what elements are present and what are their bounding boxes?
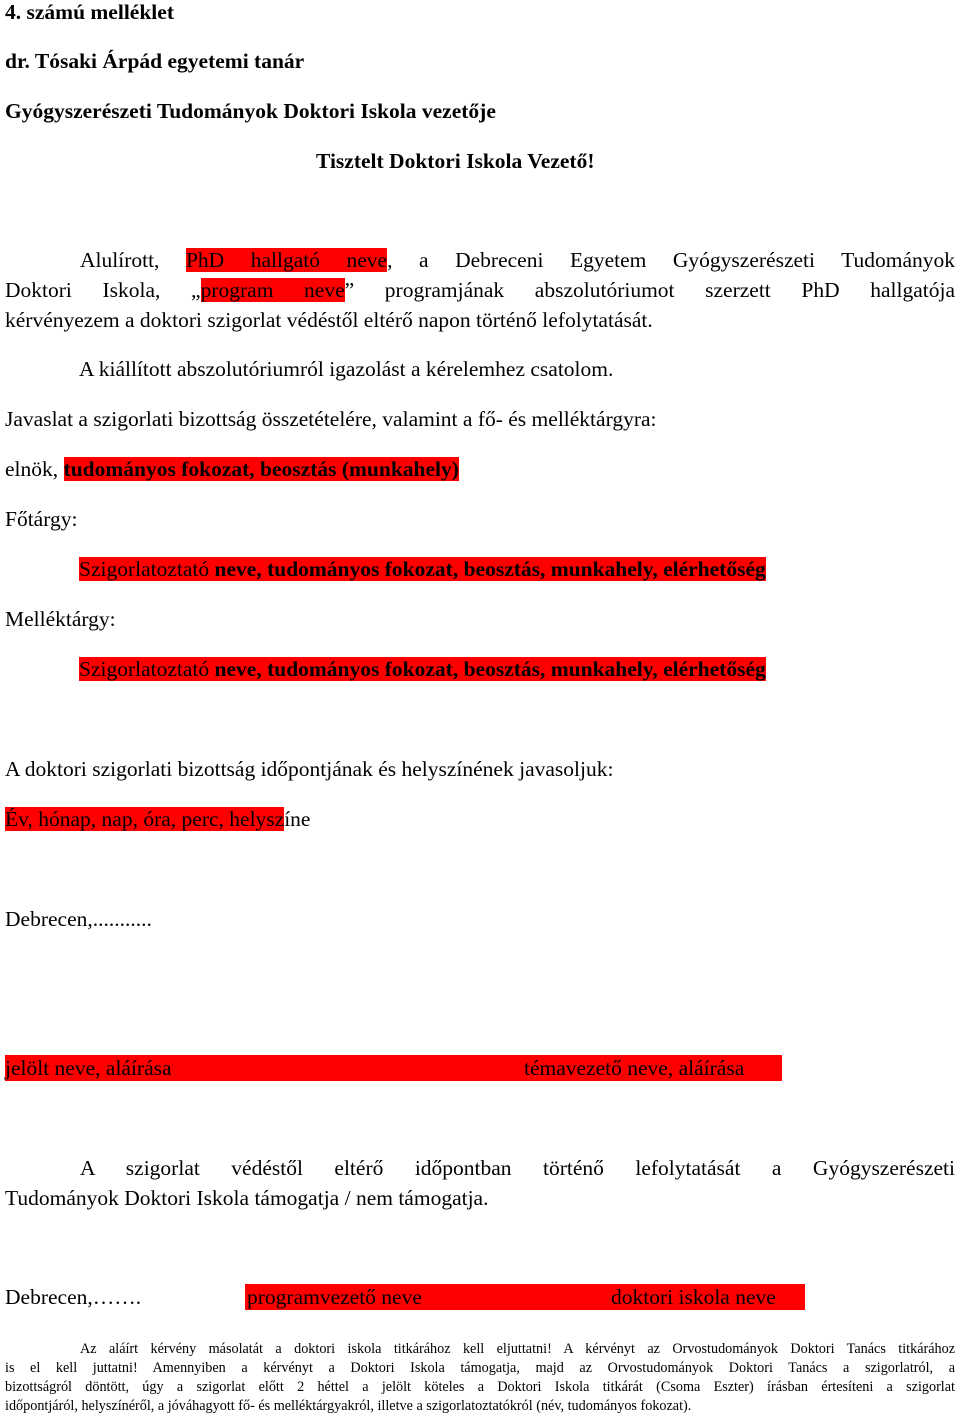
annex-label: 4. számú melléklet <box>5 0 174 24</box>
request-text: Doktori Iskola, „ <box>5 278 201 302</box>
chair-label: elnök, <box>5 457 64 481</box>
date-field <box>5 806 310 832</box>
recipient-name: dr. Tósaki Árpád egyetemi tanár <box>5 49 305 73</box>
date-value-rest: íne <box>284 807 311 831</box>
examiner-name: Szigorlatoztató <box>79 557 210 581</box>
school-leader-signature: doktori iskola neve <box>611 1285 776 1309</box>
candidate-signature: jelölt neve, aláírása <box>5 1056 172 1080</box>
support-line-2: Tudományok Doktori Iskola támogatja / nem támogatja. <box>5 1186 489 1210</box>
date-value: Év, hónap, nap, óra, perc, helysz <box>5 807 285 831</box>
request-text: , a Debreceni Egyetem Gyógyszerészeti Tudományok <box>387 248 956 272</box>
request-line-3: kérvényezem a doktori szigorlat védéstől eltérő napon történő lefolytatását. <box>5 308 653 332</box>
attachment-note: A kiállított abszolutóriumról igazolást a kérelemhez csatolom. <box>79 357 614 381</box>
request-text: ” programjának abszolutóriumot szerzett PhD hallgatója <box>344 278 956 302</box>
supervisor-signature: témavezető neve, aláírása <box>524 1056 745 1080</box>
examiner-details: neve, tudományos fokozat, beosztás, munkahely, elérhetőség <box>209 657 766 681</box>
request-line-1 <box>5 247 955 273</box>
request-line-2 <box>5 277 955 303</box>
main-subject-label: Főtárgy: <box>5 507 78 531</box>
support-line-1 <box>5 1155 955 1181</box>
request-text: Alulírott, <box>80 248 186 272</box>
chair-line <box>5 456 459 482</box>
chair-field: tudományos fokozat, beosztás (munkahely) <box>63 457 459 481</box>
footer-line-1: Az aláírt kérvény másolatát a doktori iskola titkárához kell eljuttatni! A kérvényt az Orvostudományok Doktori Tanács titkárához <box>80 1341 955 1357</box>
minor-subject-label: Melléktárgy: <box>5 607 116 631</box>
footer-line-4: időpontjáról, helyszínéről, a jóváhagyott fő- és melléktárgyakról, illetve a szigorlatoztatókról (név, tudományos fokozat). <box>5 1398 692 1414</box>
place-date-2: Debrecen,……. <box>5 1285 142 1309</box>
footer-line-2: is el kell juttatni! Amennyiben a kérvényt a Doktori Iskola támogatja, majd az Orvostudományok Doktori Tanács a szigorlatról, a <box>5 1360 955 1376</box>
salutation: Tisztelt Doktori Iskola Vezető! <box>316 149 595 173</box>
recipient-title: Gyógyszerészeti Tudományok Doktori Iskola vezetője <box>5 99 496 123</box>
place-date: Debrecen,........... <box>5 907 152 931</box>
support-text: A szigorlat védéstől eltérő időpontban történő lefolytatását a Gyógyszerészeti <box>80 1156 955 1180</box>
examiner-name: Szigorlatoztató <box>79 657 210 681</box>
main-examiner-field <box>79 556 766 582</box>
program-name-field: program neve <box>200 278 345 302</box>
footer-line-3: bizottságról döntött, úgy a szigorlat előtt 2 héttel a jelölt köteles a Doktori Iskola titkárát (Csoma Eszter) írásban értesíteni a szigorlat <box>5 1379 955 1395</box>
program-leader-signature: programvezető neve <box>247 1285 422 1309</box>
date-intro: A doktori szigorlati bizottság időpontjának és helyszínének javasoljuk: <box>5 757 614 781</box>
student-name-field: PhD hallgató neve <box>185 248 388 272</box>
examiner-details: neve, tudományos fokozat, beosztás, munkahely, elérhetőség <box>209 557 766 581</box>
committee-intro: Javaslat a szigorlati bizottság összetételére, valamint a fő- és melléktárgyra: <box>5 407 657 431</box>
minor-examiner-field <box>79 656 766 682</box>
